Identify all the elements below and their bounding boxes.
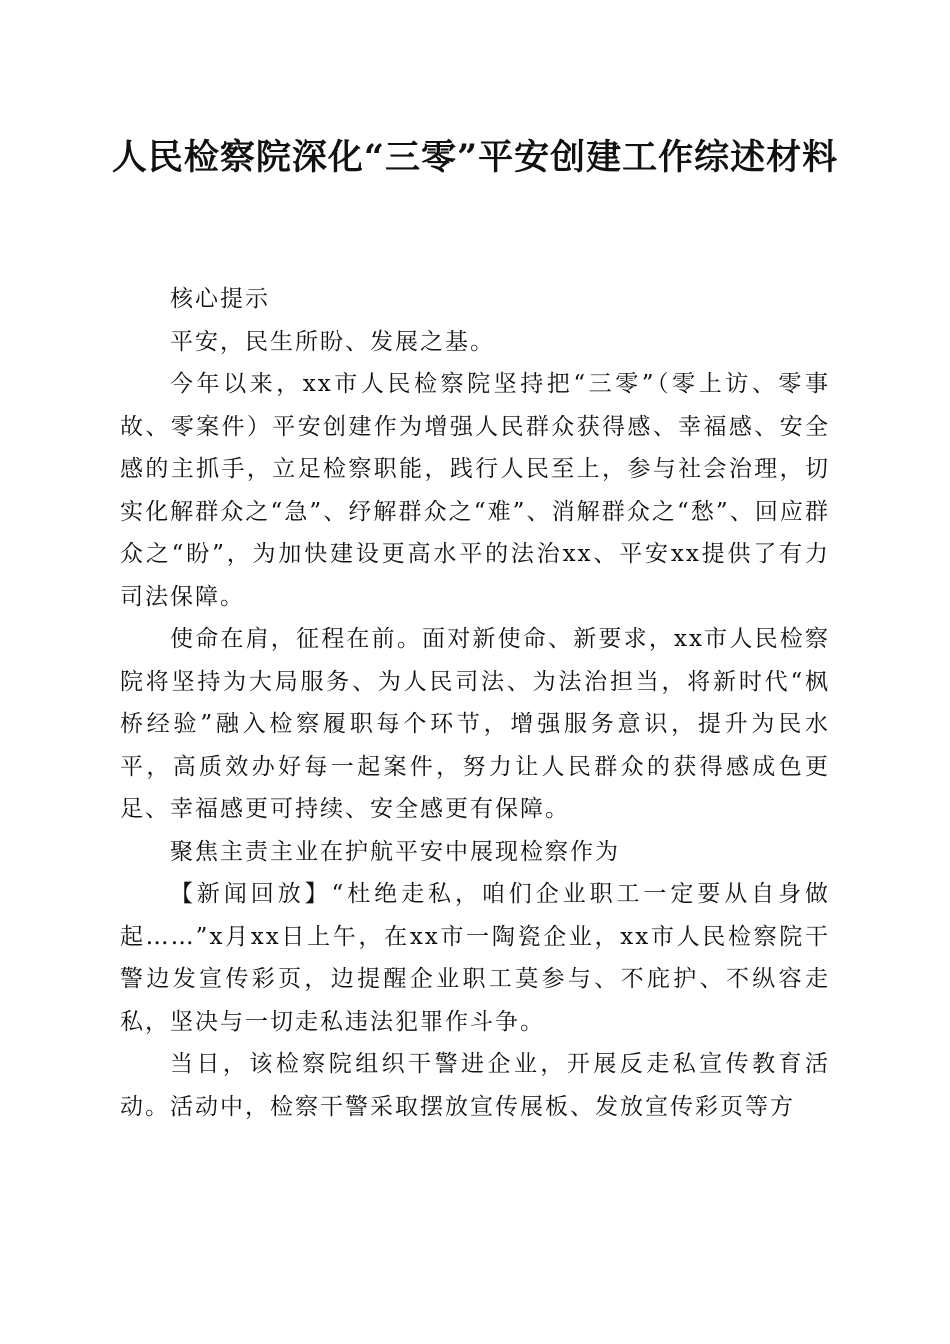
paragraph-mission: 使命在肩，征程在前。面对新使命、新要求，xx市人民检察院将坚持为大局服务、为人民司法、为法治担当，将新时代“枫桥经验”融入检察履职每个环节，增强服务意识，提升为民水平，高质效办好每一起案件，努力让人民群众的获得感成色更足、幸福感更可持续、安全感更有保障。 bbox=[120, 626, 830, 822]
paragraph-core-hint: 核心提示 bbox=[170, 286, 270, 312]
paragraph-activity: 当日，该检察院组织干警进企业，开展反走私宣传教育活动。活动中，检察干警采取摆放宣传展板、发放宣传彩页等方 bbox=[120, 1051, 830, 1120]
paragraph-news-replay: 【新闻回放】“杜绝走私，咱们企业职工一定要从自身做起……”x月xx日上午，在xx市一陶瓷企业，xx市人民检察院干警边发宣传彩页，边提醒企业职工莫参与、不庇护、不纵容走私，坚决与一切走私违法犯罪作斗争。 bbox=[120, 881, 830, 1035]
document-body bbox=[120, 278, 830, 1128]
paragraph-overview: 今年以来，xx市人民检察院坚持把“三零”（零上访、零事故、零案件）平安创建作为增强人民群众获得感、幸福感、安全感的主抓手，立足检察职能，践行人民至上，参与社会治理，切实化解群众之“急”、纾解群众之“难”、消解群众之“愁”、回应群众之“盼”，为加快建设更高水平的法治xx、平安xx提供了有力司法保障。 bbox=[120, 371, 830, 610]
paragraph-intro: 平安，民生所盼、发展之基。 bbox=[170, 328, 495, 355]
document-title: 人民检察院深化“三零”平安创建工作综述材料 bbox=[111, 137, 839, 178]
section-heading: 聚焦主责主业在护航平安中展现检察作为 bbox=[170, 838, 620, 865]
